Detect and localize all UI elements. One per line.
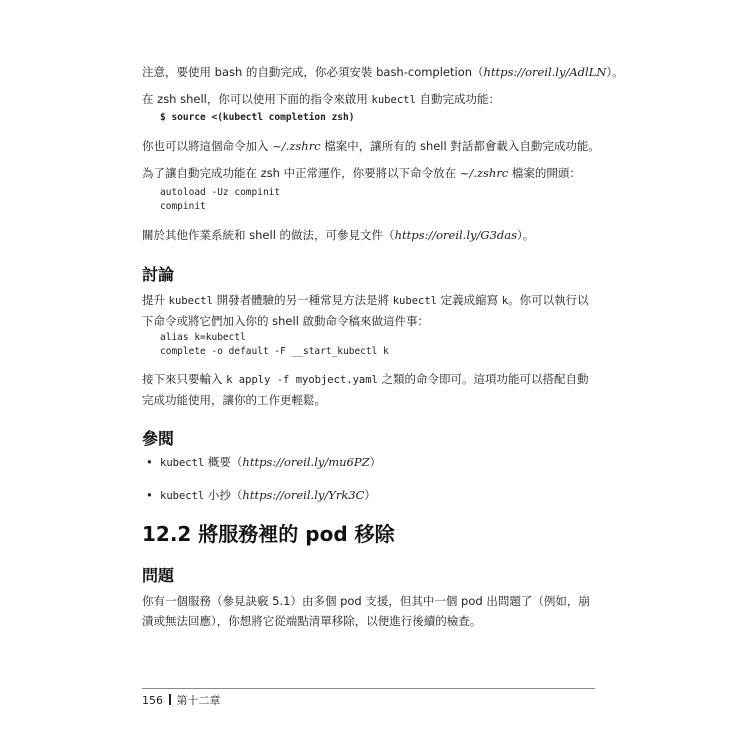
heading-discussion: 討論 (142, 265, 175, 284)
link-url[interactable]: https://oreil.ly/G3das (394, 228, 518, 242)
inline-code: kubectl (392, 295, 437, 307)
page-footer (142, 693, 221, 709)
separator (169, 694, 171, 705)
link-url[interactable]: https://oreil.ly/AdlLN (483, 65, 607, 79)
list-item (142, 485, 381, 518)
bullet-icon: • (146, 488, 153, 502)
heading-see-also: 參閱 (142, 429, 175, 448)
code-line: autoload -Uz compinit (160, 187, 281, 198)
code-block-zsh-source: $ source <(kubectl completion zsh) (160, 112, 355, 123)
text: 注意，要使用 bash 的自動完成，你必須安裝 bash-completion（ (142, 65, 484, 79)
page-number: 156 (142, 694, 163, 707)
heading-problem: 問題 (142, 566, 175, 585)
inline-code: kubectl (168, 295, 213, 307)
code-block-alias (160, 331, 389, 359)
file-path: ~/.zshrc (459, 166, 509, 180)
footer-divider (142, 688, 595, 689)
chapter-label: 第十二章 (176, 694, 221, 707)
code-line: complete -o default -F __start_kubectl k (160, 346, 389, 357)
paragraph-alias (142, 290, 597, 331)
link-url[interactable]: https://oreil.ly/Yrk3C (242, 488, 365, 502)
text: 關於其他作業系統和 shell 的做法，可參見文件（ (142, 228, 395, 242)
inline-code: kubectl (371, 94, 416, 106)
inline-code: k (501, 295, 509, 307)
paragraph-bash-completion (142, 62, 624, 82)
text: 在 zsh shell，你可以使用下面的指令來啟用 (142, 92, 372, 106)
inline-code: kubectl (160, 457, 205, 469)
text: 小抄（ (204, 488, 243, 502)
text: 提升 (142, 293, 169, 307)
paragraph-zshrc (142, 136, 600, 156)
code-line: compinit (160, 201, 206, 212)
code-block-compinit (160, 186, 280, 214)
text: 概要（ (204, 455, 243, 469)
text: 接下來只要輸入 (142, 372, 227, 386)
text: 之類的命令即可。這項功能可以搭配自動完成功能使用，讓你的工作更輕鬆。 (142, 372, 589, 407)
inline-code: kubectl (160, 490, 205, 502)
text: ）。 (517, 228, 535, 242)
inline-code: k apply -f myobject.yaml (226, 374, 378, 386)
paragraph-k-apply (142, 369, 597, 410)
text: 為了讓自動完成功能在 zsh 中正常運作，你要將以下命令放在 (142, 166, 460, 180)
text: ）。 (606, 65, 624, 79)
list-item (142, 452, 381, 485)
text: 。你可以執行以下命令或將它們加入你的 shell 啟動命令稿來做這件事： (142, 293, 589, 328)
text: 自動完成功能： (415, 92, 500, 106)
paragraph-zsh (142, 89, 597, 110)
section-title: 12.2 將服務裡的 pod 移除 (142, 522, 395, 546)
code-line: alias k=kubectl (160, 332, 246, 343)
text: ） (369, 455, 382, 469)
paragraph-zsh-compinit (142, 163, 597, 183)
text: 檔案的開頭： (508, 166, 581, 180)
text: 檔案中，讓所有的 shell 對話都會載入自動完成功能。 (320, 139, 600, 153)
text: 開發者體驗的另一種常見方法是將 (212, 293, 393, 307)
text: ） (364, 488, 376, 502)
paragraph-problem: 你有一個服務（參見訣竅 5.1）由多個 pod 支援，但其中一個 pod 出問題了（例如，崩潰或無法回應），你想將它從端點清單移除，以便進行後續的檢查。 (142, 594, 590, 628)
bullet-icon: • (146, 455, 153, 469)
text: 定義成縮寫 (437, 293, 502, 307)
reference-list (142, 452, 381, 518)
paragraph-other-os (142, 225, 597, 245)
file-path: ~/.zshrc (272, 139, 321, 153)
link-url[interactable]: https://oreil.ly/mu6PZ (242, 455, 370, 469)
text: 你也可以將這個命令加入 (142, 139, 273, 153)
